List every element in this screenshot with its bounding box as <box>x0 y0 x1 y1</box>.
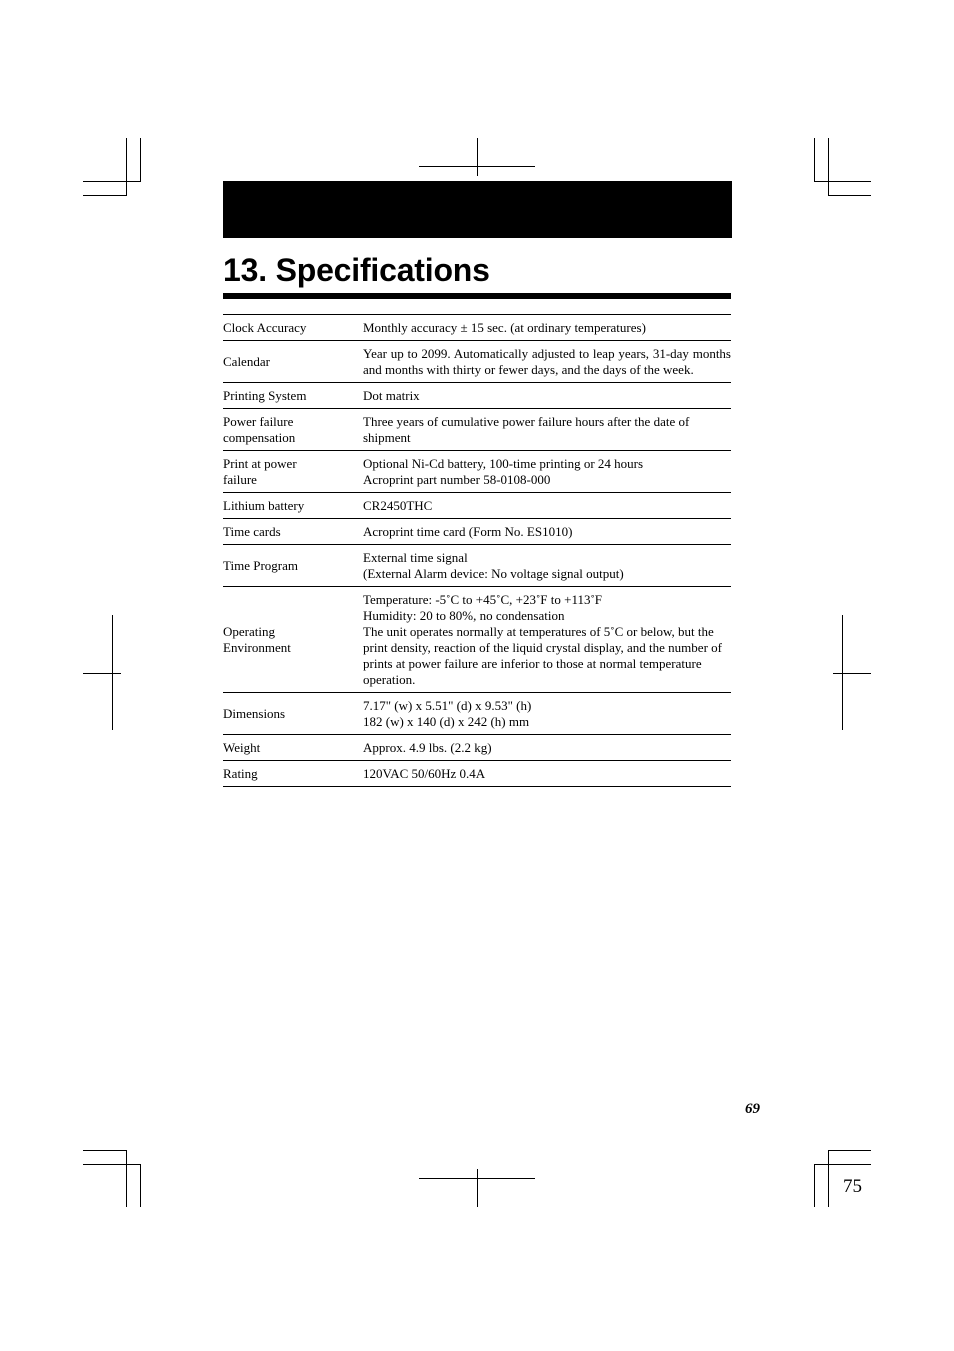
spec-value: External time signal (External Alarm device: No voltage signal output) <box>363 550 624 581</box>
table-row <box>223 519 731 545</box>
spec-label: Time cards <box>223 524 281 539</box>
table-row <box>223 383 731 409</box>
table-row <box>223 315 731 341</box>
spec-value: CR2450THC <box>363 498 433 513</box>
spec-label: Dimensions <box>223 706 286 721</box>
table-row <box>223 451 731 493</box>
chapter-header-band <box>223 181 732 238</box>
table-row <box>223 409 731 451</box>
spec-value: Temperature: -5˚C to +45˚C, +23˚F to +113˚F Humidity: 20 to 80%, no condensation The unit operates normally at temperatures of 5˚C or below, but the print density, reaction of the liquid crystal display, and the number of prints at power failure are inferior to those at normal temperature operation. <box>363 592 722 687</box>
page-title: 13. Specifications <box>223 252 490 288</box>
spec-value: Acroprint time card (Form No. ES1010) <box>363 524 573 539</box>
spec-label: Weight <box>223 740 261 755</box>
spec-label: Calendar <box>223 354 270 369</box>
table-row <box>223 761 731 787</box>
sheet-page-number: 75 <box>843 1176 862 1197</box>
spec-value: Approx. 4.9 lbs. (2.2 kg) <box>363 740 492 755</box>
spec-label: Power failure compensation <box>223 414 296 445</box>
table-row <box>223 693 731 735</box>
spec-value: 120VAC 50/60Hz 0.4A <box>363 766 486 781</box>
spec-label: Print at power failure <box>223 456 297 487</box>
table-row <box>223 341 731 383</box>
table-row <box>223 735 731 761</box>
spec-value: Monthly accuracy ± 15 sec. (at ordinary temperatures) <box>363 320 646 335</box>
spec-value: Year up to 2099. Automatically adjusted to leap years, 31-day months and months with thirty or fewer days, and the days of the week. <box>363 346 731 377</box>
spec-value: Dot matrix <box>363 388 420 403</box>
spec-value: 7.17" (w) x 5.51" (d) x 9.53" (h) 182 (w) x 140 (d) x 242 (h) mm <box>363 698 532 729</box>
table-row <box>223 493 731 519</box>
spec-label: Time Program <box>223 558 298 573</box>
spec-label: Rating <box>223 766 258 781</box>
spec-label: Clock Accuracy <box>223 320 307 335</box>
spec-value: Optional Ni-Cd battery, 100-time printing or 24 hours Acroprint part number 58-0108-000 <box>363 456 644 487</box>
spec-label: Operating Environment <box>223 624 291 655</box>
book-page-number: 69 <box>745 1101 760 1117</box>
specifications-table <box>223 314 731 787</box>
spec-value: Three years of cumulative power failure hours after the date of shipment <box>363 414 690 445</box>
title-rule <box>223 293 731 299</box>
spec-label: Printing System <box>223 388 307 403</box>
table-row <box>223 545 731 587</box>
table-row <box>223 587 731 693</box>
spec-label: Lithium battery <box>223 498 305 513</box>
